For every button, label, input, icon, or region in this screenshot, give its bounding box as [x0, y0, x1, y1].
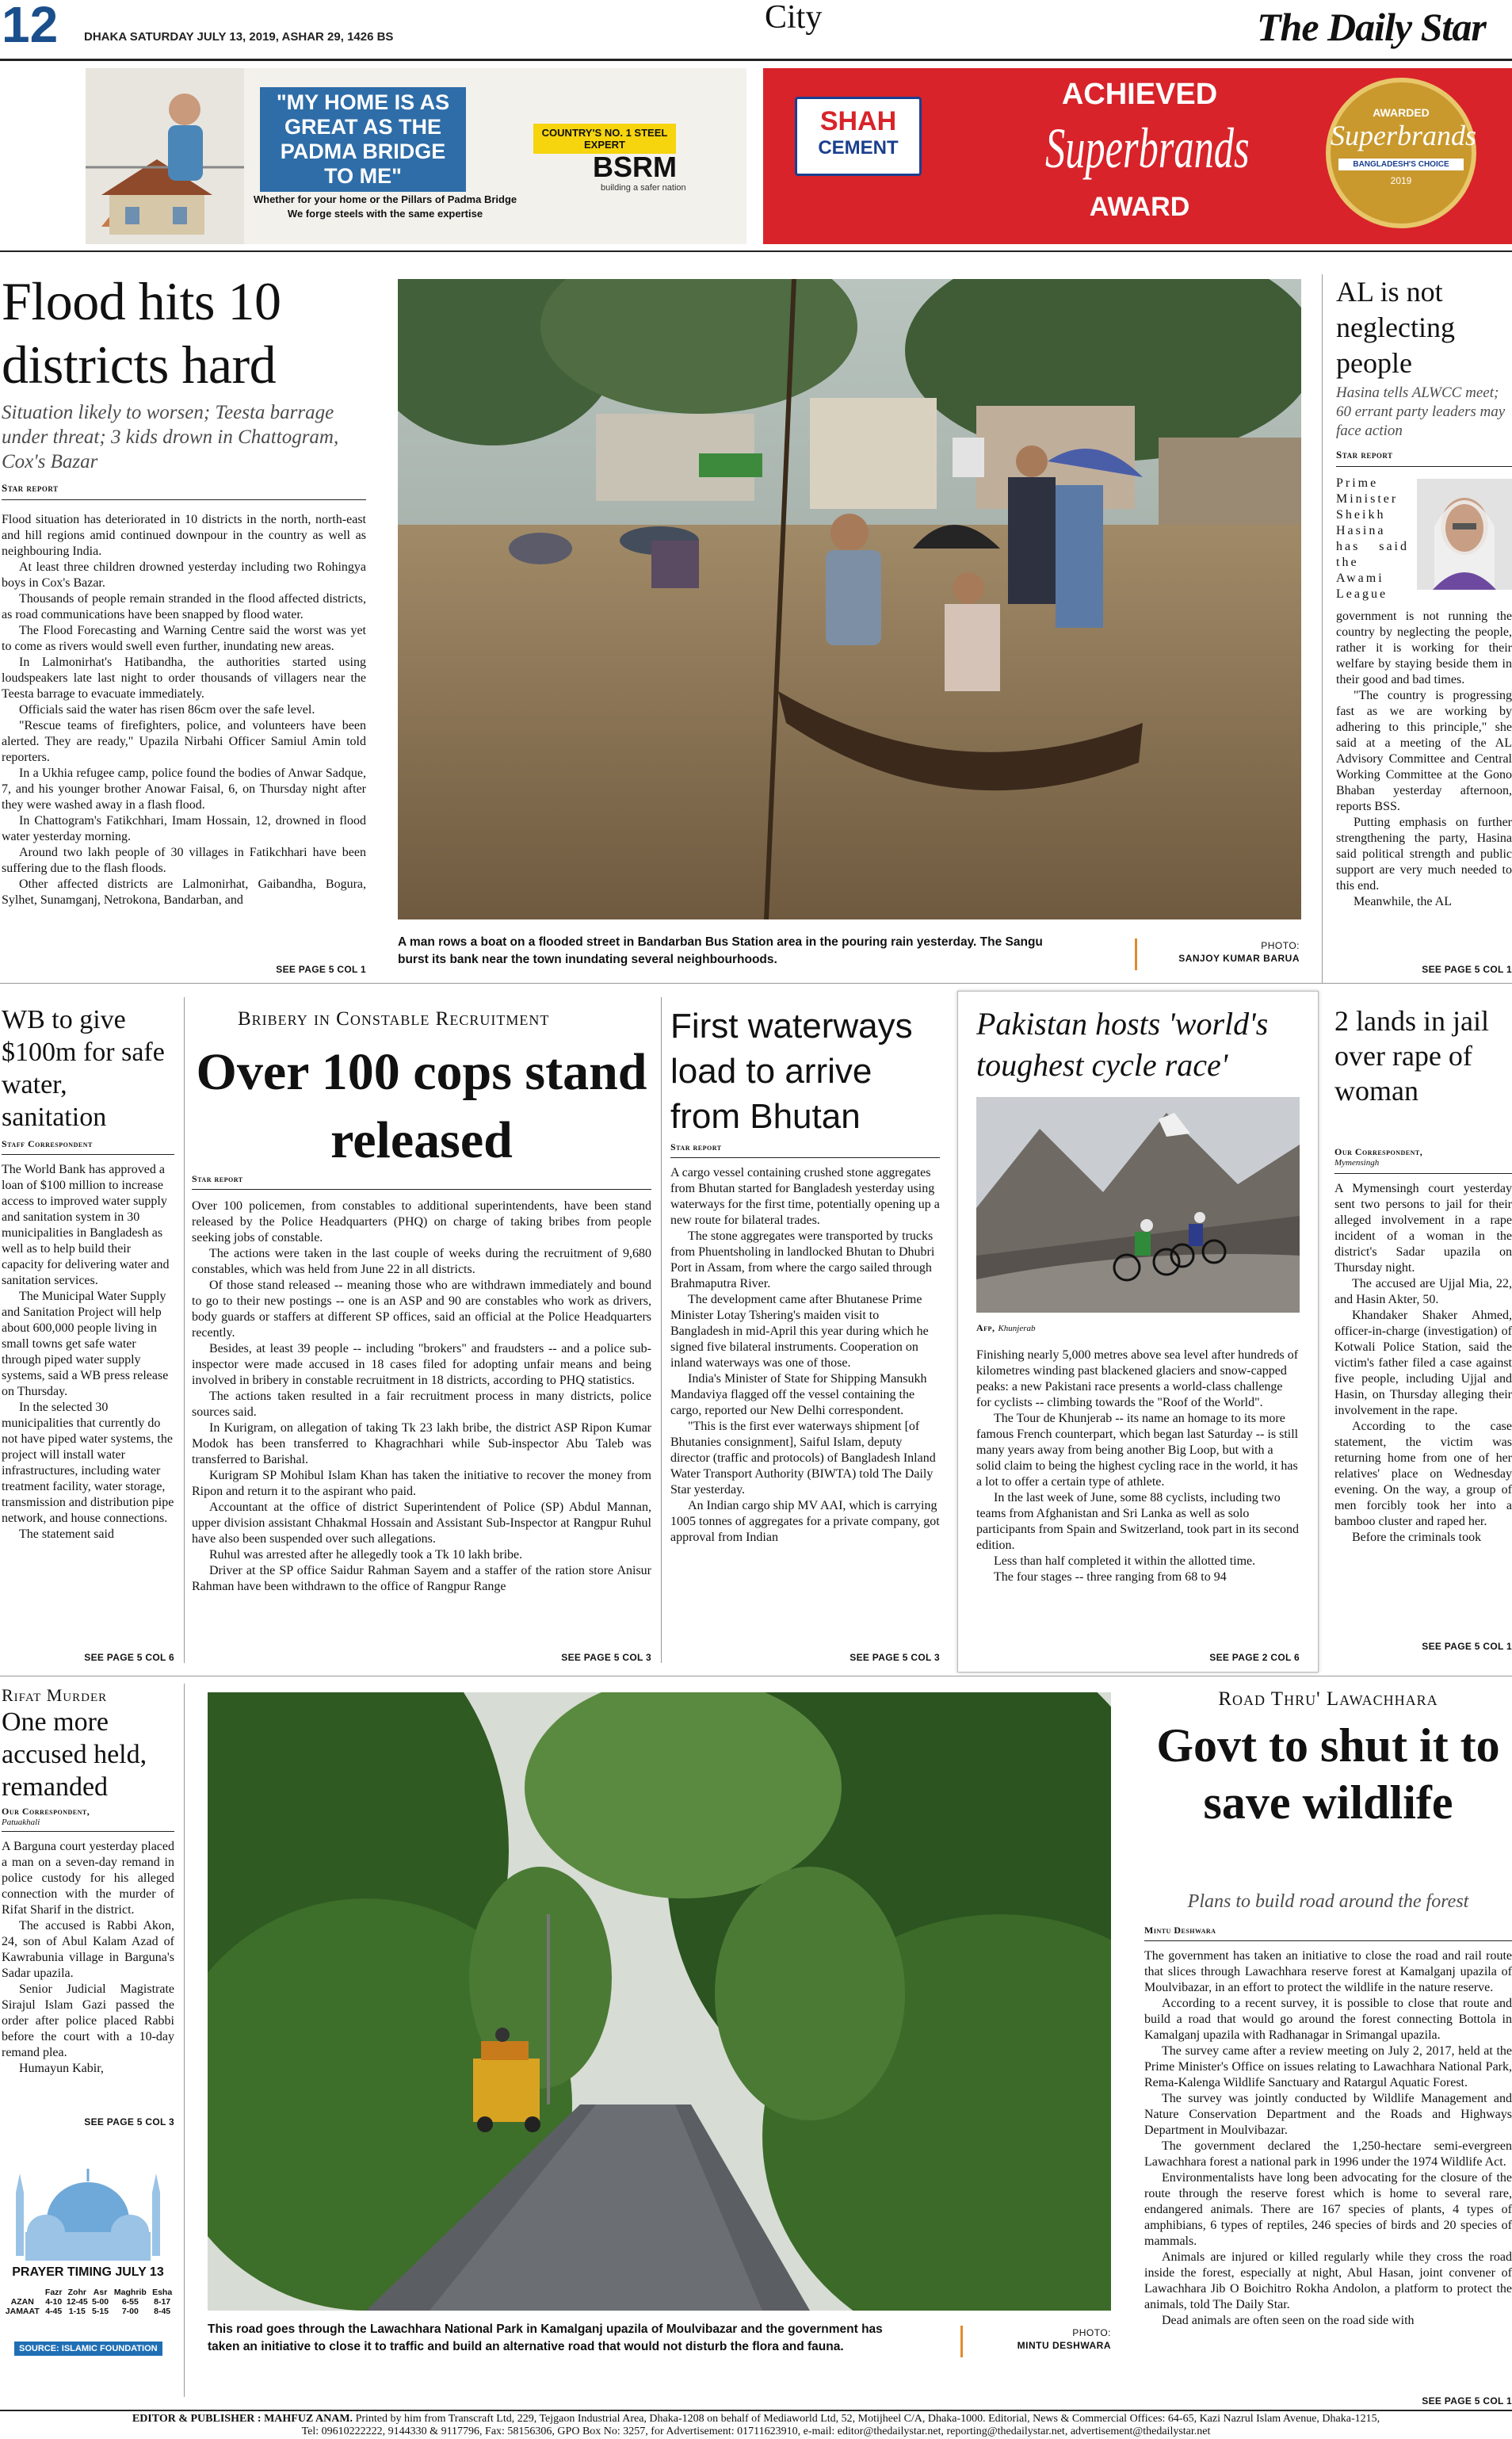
bsrm-headline: "MY HOME IS AS GREAT AS THE PADMA BRIDGE TO ME": [260, 87, 466, 192]
waterways-para: A cargo vessel containing crushed stone aggregates from Bhutan started for Bangladesh yesterday using waterways for the first time, potentially opening up a new route for bilateral trades.: [670, 1166, 940, 1227]
lawachhara-deck: Plans to build road around the forest: [1187, 1891, 1469, 1912]
seal-year: 2019: [1390, 175, 1412, 186]
cops-para: The actions taken resulted in a fair recruitment process in many districts, police sources said.: [192, 1390, 651, 1419]
flood-headline[interactable]: Flood hits 10 districts hard: [2, 271, 281, 395]
jail-headline[interactable]: 2 lands in jail over rape of woman: [1334, 1005, 1489, 1107]
flood-para: At least three children drowned yesterday including two Rohingya boys in Cox's Bazar.: [2, 560, 366, 590]
prayer-cell: 6-55: [121, 2297, 139, 2307]
prayer-cell: 12-45: [66, 2297, 88, 2307]
rifat-byline-place: Patuakhali: [2, 1818, 40, 1827]
rifat-para: The accused is Rabbi Akon, 24, son of Abul Kalam Azad of Kawrabunia village in Barguna's Sadar upazila.: [2, 1919, 174, 1980]
shah-logo-1: SHAH: [819, 106, 897, 136]
prayer-row: [2, 2297, 174, 2307]
ads-rule: [0, 250, 1512, 252]
shah-logo-2: CEMENT: [818, 137, 899, 159]
jail-para: The accused are Ujjal Mia, 22, and Hasin Akter, 50.: [1334, 1277, 1512, 1306]
prayer-header: Asr: [93, 2288, 108, 2297]
lawachhara-para: Animals are injured or killed regularly while they cross the road inside the forest, especially at night, Abul Hasan, joint convener of Lawachhara Jib O Boichitro Rokha Andolon, a platform to protect the animals, told The Daily Star.: [1144, 2250, 1512, 2311]
waterways-para: India's Minister of State for Shipping Mansukh Mandaviya flagged off the vessel containing the cargo, reported our New Delhi correspondent.: [670, 1372, 927, 1417]
prayer-cell: 5-15: [92, 2307, 109, 2316]
cops-para: Of those stand released -- meaning those who are withdrawn immediately and bound to go to their new postings -- one is an ASP and 90 are constables who work as drivers, body guards or staffers at different SP offices, said an official at the Police Headquarters recently.: [192, 1279, 651, 1340]
cops-para: In Kurigram, on allegation of taking Tk 23 lakh bribe, the district ASP Ripon Kumar Modok has been transferred to Khagrachhari while Sub-inspector Abu Taleb was transferred to Barishal.: [192, 1421, 651, 1466]
wb-byline: Staff Correspondent: [2, 1138, 93, 1149]
flood-para: "Rescue teams of firefighters, police, and volunteers have been alerted. They are ready," Upazila Nirbahi Officer Samiul Amin told reporters.: [2, 719, 366, 764]
bsrm-logo-tagline: building a safer nation: [601, 183, 686, 193]
pakistan-byline-place: Khunjerab: [998, 1324, 1036, 1333]
waterways-headline[interactable]: First waterways load to arrive from Bhutan: [670, 1007, 913, 1136]
wb-column-rule: [184, 997, 185, 1663]
lawachhara-para: The survey was jointly conducted by Wildlife Management and Nature Conservation Department and the Roads and Highways Department in Moulvibazar.: [1144, 2092, 1512, 2137]
jail-byline-name: Our Correspondent,: [1334, 1146, 1423, 1157]
cops-see-page[interactable]: SEE PAGE 5 COL 3: [561, 1652, 651, 1663]
flood-photo-credit-label: PHOTO:: [1261, 940, 1300, 951]
jail-byline: [1334, 1146, 1512, 1168]
prayer-cell: AZAN: [10, 2297, 34, 2307]
jail-see-page[interactable]: SEE PAGE 5 COL 1: [1422, 1641, 1512, 1652]
masthead-rule: [0, 59, 1512, 61]
prayer-table: [2, 2288, 174, 2316]
cops-para: Over 100 policemen, from constables to additional superintendents, have been stand released by the Police Headquarters (PHQ) on charge of taking bribes from people seeking jobs of constable.: [192, 1199, 651, 1244]
hasina-photo: [1417, 479, 1512, 590]
imprint-address: Printed by him from Transcraft Ltd, 229, Tejgaon Industrial Area, Dhaka-1208 on behalf of Mediaworld Ltd, 52, Motijheel C/A, Dhaka-1000. Editorial, News & Commercial Offices: 64-65, Kazi Nazrul Islam Avenue, Dhaka-1215,: [353, 2413, 1380, 2425]
cops-column-rule: [661, 997, 662, 1663]
lawachhara-para: Environmentalists have long been advocating for the closure of the route through the reserve forest which is home to several rare, endangered animals. There are 167 species of plants, 4 types of amphibians, 6 types of reptiles, 246 species of birds and 20 species of mammals.: [1144, 2171, 1512, 2248]
rifat-body: [2, 1839, 174, 2102]
rifat-byline-rule: [2, 1831, 174, 1832]
wb-see-page[interactable]: SEE PAGE 5 COL 6: [84, 1652, 174, 1663]
al-headline[interactable]: AL is not neglecting people: [1336, 276, 1455, 379]
bsrm-bridge-illustration: [86, 68, 244, 244]
rifat-para: A Barguna court yesterday placed a man on a seven-day remand in police custody for his alleged connection with the murder of Rifat Sharif in the district.: [2, 1840, 174, 1917]
flood-see-page[interactable]: SEE PAGE 5 COL 1: [276, 964, 366, 975]
imprint-editor: EDITOR & PUBLISHER : MAHFUZ ANAM.: [132, 2413, 353, 2425]
lawachhara-headline[interactable]: Govt to shut it to save wildlife: [1156, 1719, 1500, 1829]
cops-para: Besides, at least 39 people -- including "brokers" and fraudsters -- and a police sub-inspector were made accused in 18 cases filed for adopting unfair means and being involved in bribery in constable recruitment in 18 districts, according to PHQ statistics.: [192, 1342, 651, 1387]
seal-ribbon: BANGLADESH'S CHOICE: [1338, 159, 1464, 170]
lawachhara-byline-rule: [1144, 1940, 1512, 1941]
brand-logo: The Daily Star: [1257, 5, 1486, 49]
lawachhara-byline: Mintu Deshwara: [1144, 1925, 1216, 1936]
pakistan-headline[interactable]: Pakistan hosts 'world's toughest cycle race': [976, 1006, 1269, 1083]
flood-body: [2, 512, 366, 967]
pakistan-para: Finishing nearly 5,000 metres above sea level after hundreds of kilometres winding past blackened glaciers and snow-capped peaks: a new Pakistani race presents a world-class challenge for cyclists -- climbing towards the "Roof of the World".: [976, 1348, 1299, 1409]
cops-byline: Star report: [192, 1173, 243, 1184]
pakistan-para: The four stages -- three ranging from 68 to 94: [994, 1570, 1227, 1584]
flood-byline-rule: [2, 499, 366, 500]
flood-para: In Chattogram's Fatikchhari, Imam Hossain, 12, drowned in flood water yesterday morning.: [2, 814, 366, 843]
lawachhara-para: The survey came after a review meeting on July 2, 2017, held at the Prime Minister's Office on issues relating to Lawachhara National Park, Rema-Kalenga Wildlife Sanctuary and Ratargul Aquatic Forest.: [1144, 2044, 1512, 2089]
flood-para: Around two lakh people of 30 villages in Fatikchhari have been suffering due to the flash floods.: [2, 846, 366, 875]
rifat-para: Senior Judicial Magistrate Sirajul Islam Gazi passed the order after police placed Rabbi before the court with a 10-day remand plea.: [2, 1982, 174, 2059]
al-para: government is not running the country by neglecting the people, rather it is working for their welfare by staying beside them in their good and bad times.: [1336, 610, 1512, 686]
jail-body: [1334, 1181, 1512, 1641]
al-para: Meanwhile, the AL: [1354, 895, 1452, 908]
cops-byline-rule: [192, 1189, 651, 1190]
flood-boat-photo: [398, 279, 1301, 919]
pakistan-byline-agency: Afp,: [976, 1322, 995, 1333]
imprint-line-1: [0, 2413, 1512, 2426]
lawachhara-para: Dead animals are often seen on the road side with: [1162, 2314, 1415, 2327]
lawachhara-para: The government declared the 1,250-hectare semi-evergreen Lawachhara forest a national park in 1996 under the 1974 Wildlife Act.: [1144, 2139, 1512, 2169]
rifat-byline: [2, 1806, 174, 1828]
rifat-see-page[interactable]: SEE PAGE 5 COL 3: [84, 2116, 174, 2127]
al-byline-rule: [1336, 466, 1512, 467]
bsrm-badge: COUNTRY'S NO. 1 STEEL EXPERT: [533, 124, 676, 154]
lawachhara-see-page[interactable]: SEE PAGE 5 COL 1: [1422, 2395, 1512, 2407]
al-see-page[interactable]: SEE PAGE 5 COL 1: [1422, 964, 1512, 975]
wb-body: [2, 1162, 174, 1647]
prayer-header: Zohr: [67, 2288, 86, 2297]
wb-headline[interactable]: WB to give $100m for safe water, sanitation: [2, 1005, 165, 1132]
flood-photo-caption: A man rows a boat on a flooded street in Bandarban Bus Station area in the pouring rain yesterday. The Sangu burst its bank near the town inundating several neighbourhoods.: [398, 935, 1043, 966]
flood-para: In Lalmonirhat's Hatibandha, the authorities started using loudspeakers late last night to order thousands of villagers near the Teesta barrage to evacuate immediately.: [2, 656, 366, 701]
prayer-header: Esha: [152, 2288, 173, 2297]
prayer-cell: JAMAAT: [5, 2307, 40, 2316]
prayer-source: SOURCE: ISLAMIC FOUNDATION: [14, 2342, 162, 2356]
seal-main: Superbrands: [1331, 120, 1477, 151]
jail-para: Before the criminals took: [1352, 1531, 1482, 1544]
al-para: Putting emphasis on further strengthening the party, Hasina said political strength and public support are very much needed to this end.: [1336, 816, 1512, 893]
caption-divider: [1135, 939, 1137, 970]
pakistan-para: The Tour de Khunjerab -- its name an homage to its more famous French counterpart, which began last Saturday -- is still many years away from being another Big Loop, but with a solid claim to being the highest cycling race in the world, it has a lot to offer a certain type of athlete.: [976, 1412, 1299, 1489]
al-lead: Prime Minister Sheikh Hasina has said the Awami League: [1336, 476, 1409, 601]
prayer-cell: 7-00: [121, 2307, 139, 2316]
prayer-header-row: [2, 2288, 174, 2297]
imprint-line-2: Tel: 09610222222, 9144330 & 9117796, Fax: 58156306, GPO Box No: 3257, for Advertisement: 01711623910, e-mail: editor@thedailystar.net, reporting@thedailystar.net, advertisement@thedailystar.net: [301, 2426, 1211, 2437]
mosque-icon: [2, 2145, 174, 2264]
pakistan-para: In the last week of June, some 88 cyclists, including two teams from Afghanistan and Sri Lanka as well as solo participants from Spain and Switzerland, took part in its second edition.: [976, 1491, 1300, 1552]
award-text: AWARD: [1089, 192, 1190, 222]
rifat-kicker: Rifat Murder: [2, 1685, 108, 1705]
al-deck: Hasina tells ALWCC meet; 60 errant party leaders may face action: [1336, 384, 1506, 439]
flood-byline: Star report: [2, 482, 59, 494]
seal-top: AWARDED: [1373, 106, 1430, 119]
wb-para: The statement said: [19, 1527, 114, 1541]
footer-rule: [0, 2410, 1512, 2411]
prayer-header: Maghrib: [113, 2288, 147, 2297]
shah-cement-ad[interactable]: [763, 68, 1512, 244]
flood-deck: Situation likely to worsen; Teesta barrage under threat; 3 kids drown in Chattogram, Cox's Bazar: [2, 402, 339, 472]
waterways-para: An Indian cargo ship MV AAI, which is carrying 1005 tonnes of aggregates for a private company, got approval from Indian: [670, 1499, 940, 1544]
al-body: [1336, 609, 1512, 964]
al-para: "The country is progressing fast as we are working by adhering to this principle," she said at a meeting of the AL Advisory Committee and Central Working Committee at the Gono Bhaban yesterday afternoon, reports BSS.: [1336, 689, 1512, 813]
bsrm-logo: BSRM: [593, 151, 677, 183]
prayer-row: [2, 2307, 174, 2316]
waterways-byline: Star report: [670, 1141, 722, 1153]
superbrands-text: Superbrands: [1045, 117, 1250, 180]
prayer-cell: 8-45: [154, 2307, 171, 2316]
page-number: 12: [2, 0, 59, 53]
section-name: City: [765, 0, 823, 36]
flood-photo-credit: SANJOY KUMAR BARUA: [1178, 953, 1300, 964]
achieved-text: ACHIEVED: [1061, 78, 1218, 111]
rifat-headline[interactable]: One more accused held, remanded: [2, 1707, 147, 1802]
jail-para: According to the case statement, the victim was returning home from one of her relatives' place on Wednesday evening. On the way, a group of men forcibly took her into a bamboo cluster and raped her.: [1334, 1420, 1512, 1528]
waterways-body: [670, 1165, 940, 1647]
flood-para: The Flood Forecasting and Warning Centre said the worst was yet to come as rivers would swell even further, inundating new areas.: [2, 624, 366, 653]
prayer-cell: 8-17: [154, 2297, 171, 2307]
pakistan-byline: [976, 1321, 1036, 1335]
flood-para: Other affected districts are Lalmonirhat, Gaibandha, Bogura, Sylhet, Sunamganj, Netrokona, Bandarban, and: [2, 877, 366, 907]
cops-para: Accountant at the office of district Superintendent of Police (SP) Abdul Mannan, upper division assistant Chhakmal Hossain and Assistant Sub-Inspector at Rangpur Ruhul have also been suspended over such allegations.: [192, 1500, 651, 1546]
row1-bottom-rule: [0, 983, 1512, 984]
cops-kicker: Bribery in Constable Recruitment: [238, 1008, 550, 1030]
bsrm-tagline-1: Whether for your home or the Pillars of Padma Bridge: [253, 193, 517, 205]
rifat-column-rule: [184, 1684, 185, 2397]
prayer-header: [2, 2288, 44, 2297]
flood-para: Flood situation has deteriorated in 10 districts in the north, north-east and hill regions amid continued downpour in the country as well as neighbouring India.: [2, 513, 366, 558]
cops-para: Ruhul was arrested after he allegedly took a Tk 10 lakh bribe.: [209, 1548, 523, 1562]
superbrands-seal: [1326, 78, 1476, 228]
prayer-cell: 5-00: [92, 2297, 109, 2307]
bsrm-ad[interactable]: [86, 68, 746, 244]
jail-para: A Mymensingh court yesterday sent two persons to jail for their alleged involvement in a rape incident of a woman in the district's Sadar upazila on Thursday night.: [1334, 1182, 1512, 1275]
lawachhara-road-photo: [208, 1692, 1111, 2311]
waterways-see-page[interactable]: SEE PAGE 5 COL 3: [850, 1652, 940, 1663]
al-column-rule: [1322, 274, 1323, 983]
jail-byline-place: Mymensingh: [1334, 1158, 1380, 1168]
rifat-byline-name: Our Correspondent,: [2, 1806, 90, 1817]
road-photo-credit: MINTU DESHWARA: [1017, 2340, 1111, 2351]
lawachhara-para: The government has taken an initiative to close the road and rail route that slices through Lawachhara reserve forest at Kamalganj upazila of Moulvibazar, in an effort to protect the wildlife in the nature reserve.: [1144, 1949, 1512, 1994]
prayer-header: Fazr: [44, 2288, 63, 2297]
wb-para: The Municipal Water Supply and Sanitation Project will help about 600,000 people living in small towns get safe water through piped water supply systems, said a WB press release on Thursday.: [2, 1290, 169, 1398]
dateline: DHAKA SATURDAY JULY 13, 2019, ASHAR 29, 1426 BS: [84, 30, 394, 44]
prayer-title: PRAYER TIMING JULY 13: [12, 2265, 164, 2279]
wb-byline-rule: [2, 1154, 174, 1155]
pakistan-see-page[interactable]: SEE PAGE 2 COL 6: [1209, 1652, 1300, 1663]
shah-logo-box: [795, 97, 922, 176]
waterways-para: The stone aggregates were transported by trucks from Phuentsholing in landlocked Bhutan to Dhubri Port in Assam, from where the cargo sailed through Brahmaputra River.: [670, 1229, 935, 1290]
prayer-cell: 1-15: [68, 2307, 86, 2316]
cops-para: The actions were taken in the last couple of weeks during the recruitment of 9,680 constables, which was held from June 22 in all districts.: [192, 1247, 651, 1276]
cops-headline[interactable]: Over 100 cops stand released: [196, 1043, 647, 1169]
rifat-para: Humayun Kabir,: [19, 2062, 104, 2075]
prayer-cell: 4-45: [45, 2307, 63, 2316]
lawachhara-body: [1144, 1948, 1512, 2394]
flood-para: In a Ukhia refugee camp, police found the bodies of Anwar Sadque, 7, and his younger brother Anowar Faisal, 6, on Thursday night after they were washed away in a flash flood.: [2, 766, 366, 812]
waterways-para: The development came after Bhutanese Prime Minister Lotay Tshering's maiden visit to Bangladesh in mid-April this year during which he signed five bilateral instruments. Cooperation on inland waterways was one of those.: [670, 1293, 929, 1370]
flood-para: Thousands of people remain stranded in the flood affected districts, as road communications have been snapped by flood water.: [2, 592, 366, 621]
road-photo-credit-label: PHOTO:: [1072, 2327, 1111, 2338]
lawachhara-kicker: Road Thru' Lawachhara: [1218, 1688, 1438, 1710]
cops-para: Kurigram SP Mohibul Islam Khan has taken the initiative to recover the money from Ripon and return it to the aspirant who paid.: [192, 1469, 651, 1498]
bsrm-tagline-2: We forge steels with the same expertise: [287, 208, 483, 220]
waterways-para: "This is the first ever waterways shipment [of Bhutanies consignment], Saiful Islam, deputy director (traffic and protocols) of Bangladesh Inland Water Transport Authority (BIWTA) told The Daily Star yesterday.: [670, 1420, 936, 1497]
masthead: [0, 0, 1512, 63]
waterways-byline-rule: [670, 1157, 940, 1158]
cops-para: Driver at the SP office Saidur Rahman Sayem and a staffer of the ration store Anisur Rahman have been withdrawn to the office of Rangpur Range: [192, 1564, 651, 1593]
jail-para: Khandaker Shaker Ahmed, officer-in-charge (investigation) of Kotwali Police Station, said the victim's father filed a case against five people, including Ujjal and Hasin, on Thursday alleging their involvement in the rape.: [1334, 1309, 1512, 1417]
prayer-cell: 4-10: [45, 2297, 63, 2307]
prayer-timing-box: [2, 2145, 174, 2407]
jail-byline-rule: [1334, 1173, 1512, 1174]
pakistan-body: [976, 1348, 1300, 1647]
road-photo-caption: This road goes through the Lawachhara National Park in Kamalganj upazila of Moulvibazar and the government has taken an initiative to close it to traffic and build an alternative road that would not disturb the flora and fauna.: [208, 2322, 883, 2353]
cycle-race-photo: [976, 1097, 1300, 1313]
flood-para: Officials said the water has risen 86cm over the safe level.: [19, 703, 315, 717]
al-byline: Star report: [1336, 449, 1393, 461]
wb-para: In the selected 30 municipalities that currently do not have piped water systems, the project will install water infrastructures, including water treatment facility, water storage, transmission and distribution pipe network, and house connections.: [2, 1401, 174, 1525]
wb-para: The World Bank has approved a loan of $100 million to increase access to improved water supply and sanitation system in 30 municipalities in Bangladesh as well as to help build their capacity for delivering water and sanitation services.: [2, 1163, 170, 1287]
lawachhara-para: According to a recent survey, it is possible to close that route and build a road that would go around the forest connecting Bottola in Kamalganj upazila with Radhanagar in Srimangal upazila.: [1144, 1997, 1512, 2042]
cops-body: [192, 1198, 651, 1647]
pakistan-para: Less than half completed it within the allotted time.: [994, 1554, 1256, 1568]
